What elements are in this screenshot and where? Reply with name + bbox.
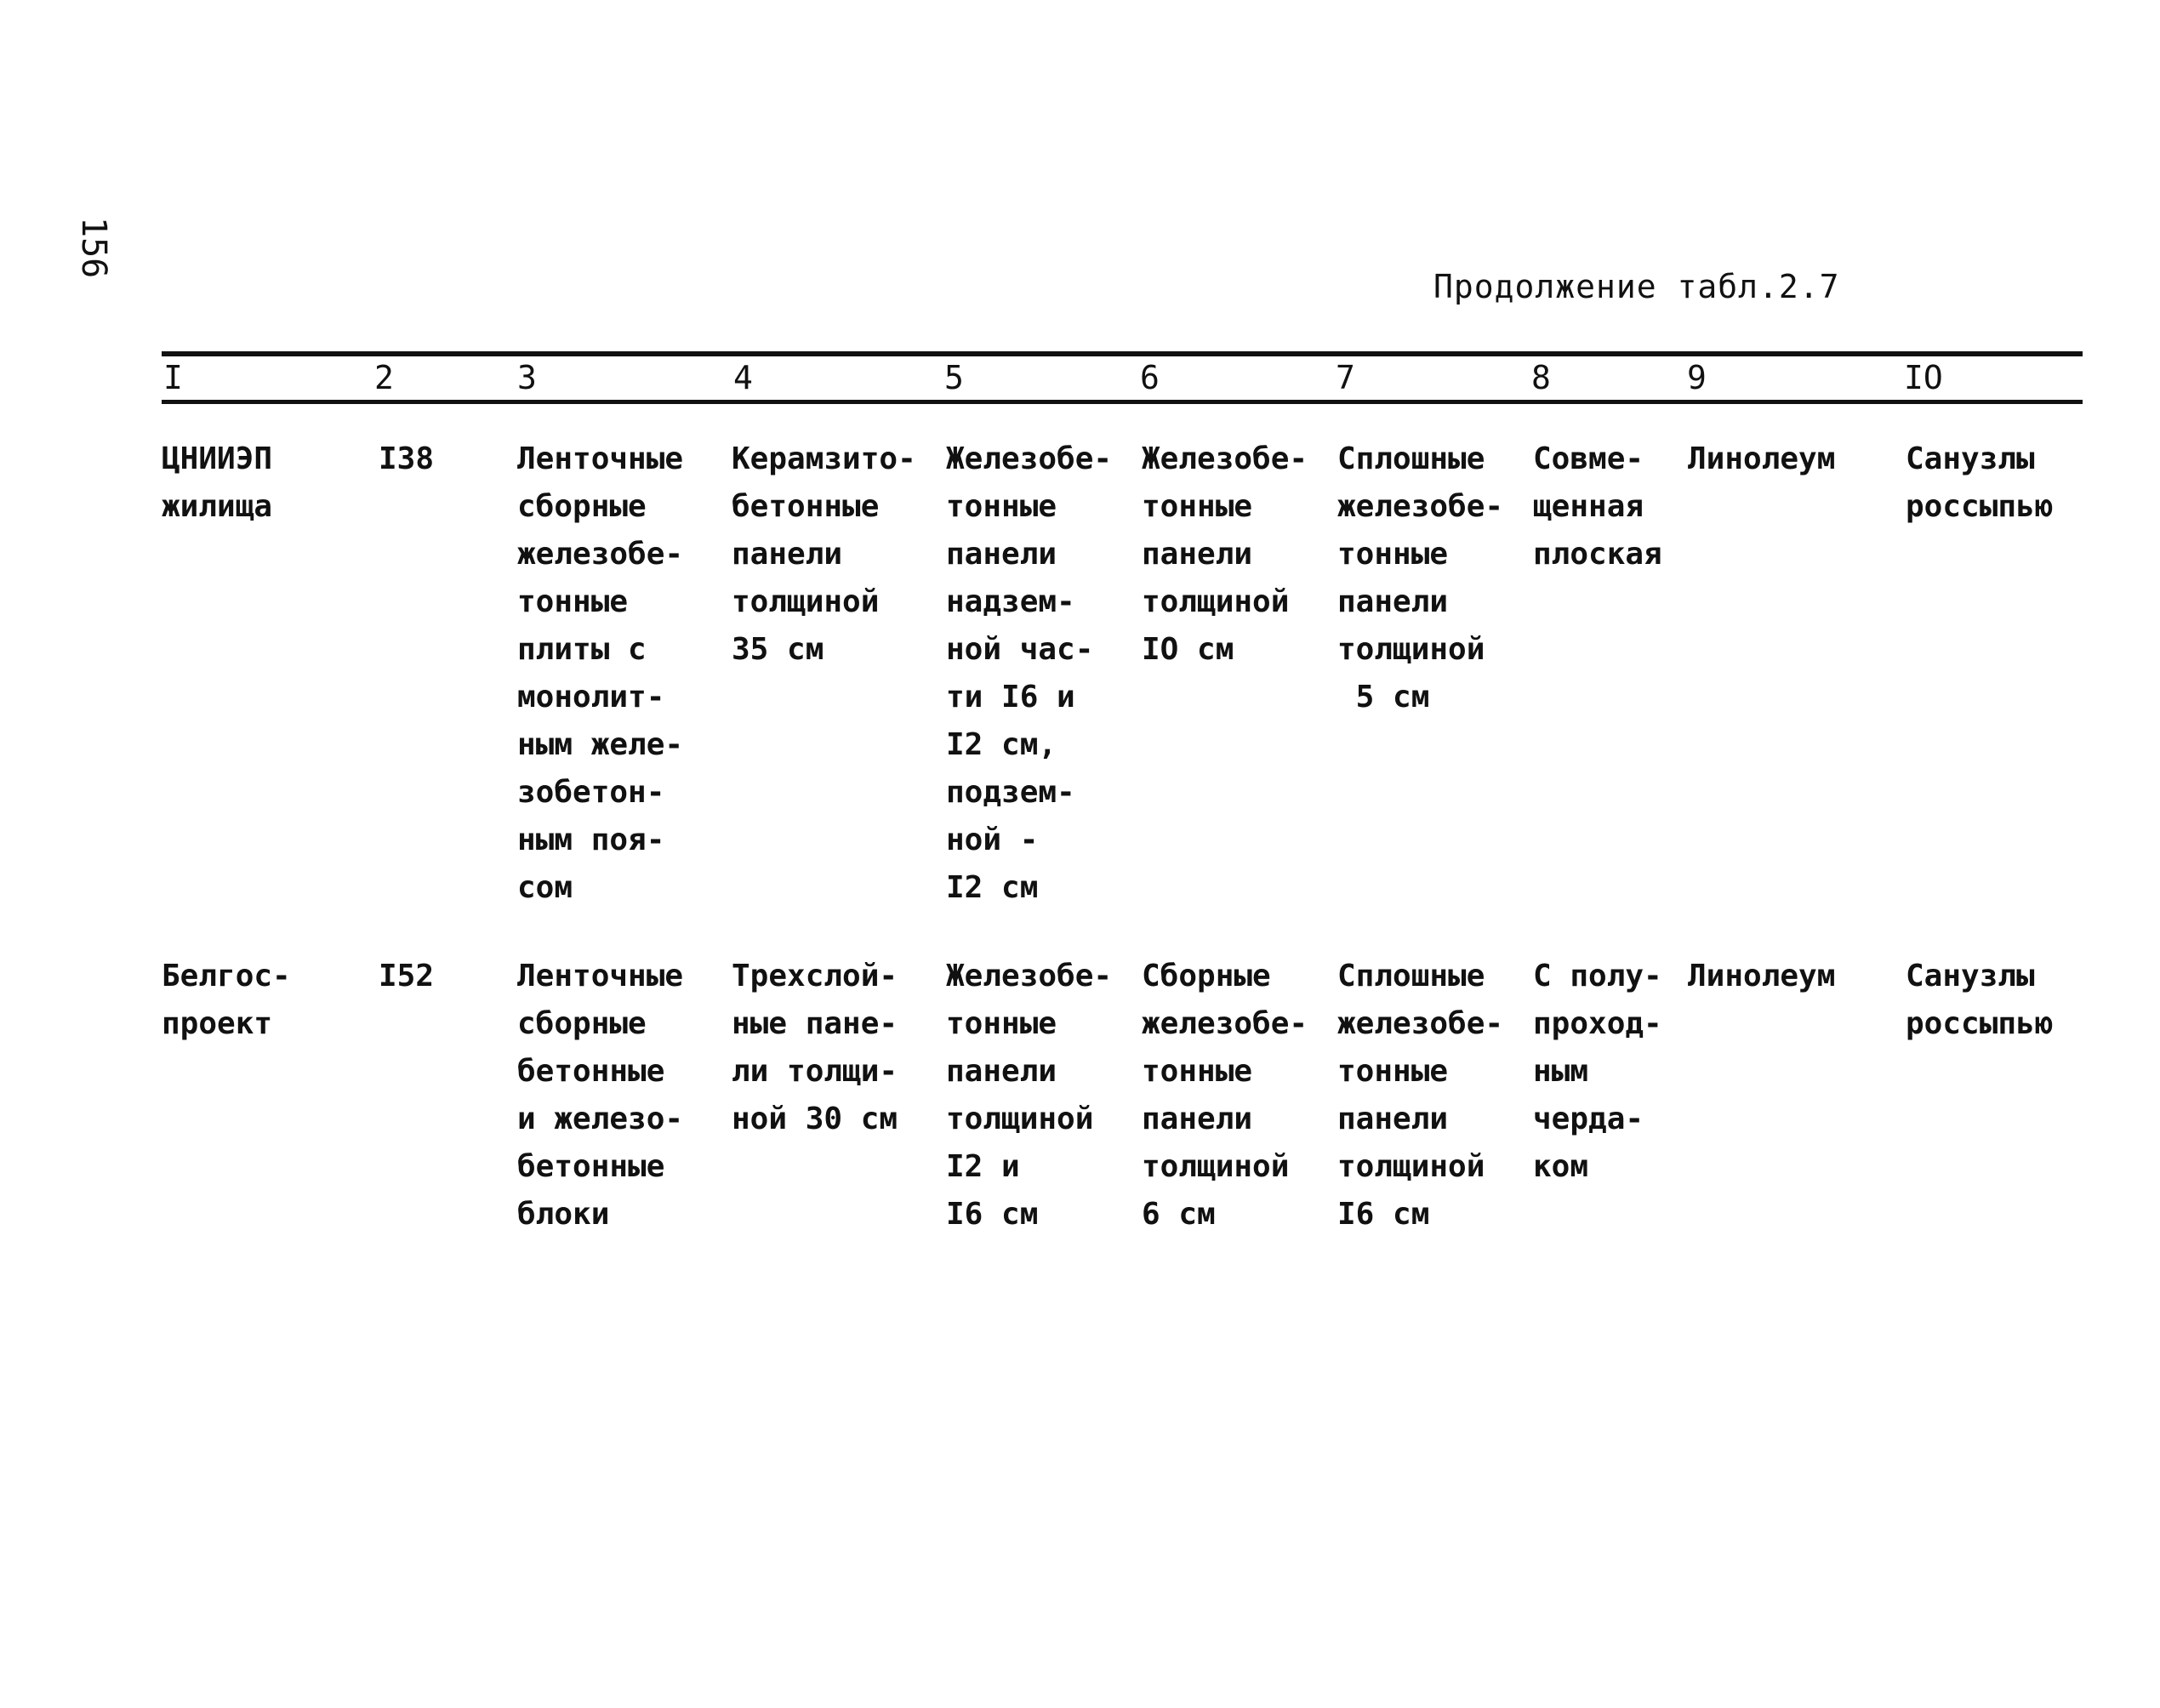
table-cell-floors: Сплошные железобе- тонные панели толщиной 5 см (1337, 441, 1504, 715)
table-cell-number: I52 (379, 959, 435, 993)
table-cell-organization: Белгос- проект (162, 959, 291, 1041)
table-cell-number: I38 (379, 441, 435, 476)
table-cell-roof: С полу- проход- ным черда- ком (1533, 959, 1662, 1184)
column-header-4: 4 (733, 359, 753, 396)
table-cell-flooring: Линолеум (1688, 959, 1836, 993)
table-cell-bathrooms: Санузлы россыпью (1906, 441, 2054, 524)
column-header-10: IO (1904, 359, 1943, 396)
table-cell-partitions: Сборные железобе- тонные панели толщиной 6 см (1142, 959, 1308, 1232)
column-header-7: 7 (1336, 359, 1355, 396)
table-cell-flooring: Линолеум (1688, 441, 1836, 476)
table-cell-foundation: Ленточные сборные бетонные и железо- бетонные блоки (517, 959, 684, 1232)
table-cell-exterior-walls: Керамзито- бетонные панели толщиной 35 см (732, 441, 916, 667)
page-number: 156 (74, 217, 113, 279)
column-header-6: 6 (1140, 359, 1160, 396)
table-header-rule (162, 400, 2083, 404)
column-header-1: I (163, 359, 183, 396)
table-top-rule (162, 351, 2083, 356)
column-header-8: 8 (1531, 359, 1551, 396)
table-cell-organization: ЦНИИЭП жилища (162, 441, 273, 524)
column-header-5: 5 (944, 359, 964, 396)
table-cell-floors: Сплошные железобе- тонные панели толщиной I6 см (1337, 959, 1504, 1232)
table-cell-foundation: Ленточные сборные железобе- тонные плиты с монолит- ным желе- зобетон- ным поя- сом (517, 441, 684, 905)
table-caption: Продолжение табл.2.7 (1433, 268, 1840, 305)
table-cell-interior-walls: Железобе- тонные панели надзем- ной час- ти I6 и I2 см, подзем- ной - I2 см (946, 441, 1113, 905)
column-header-2: 2 (374, 359, 394, 396)
table-cell-exterior-walls: Трехслой- ные пане- ли толщи- ной 30 см (732, 959, 898, 1136)
table-cell-roof: Совме- щенная плоская (1533, 441, 1662, 572)
table-cell-interior-walls: Железобе- тонные панели толщиной I2 и I6 см (946, 959, 1113, 1232)
column-header-9: 9 (1687, 359, 1707, 396)
table-cell-partitions: Железобе- тонные панели толщиной IO см (1142, 441, 1308, 667)
table-cell-bathrooms: Санузлы россыпью (1906, 959, 2054, 1041)
column-header-3: 3 (517, 359, 537, 396)
